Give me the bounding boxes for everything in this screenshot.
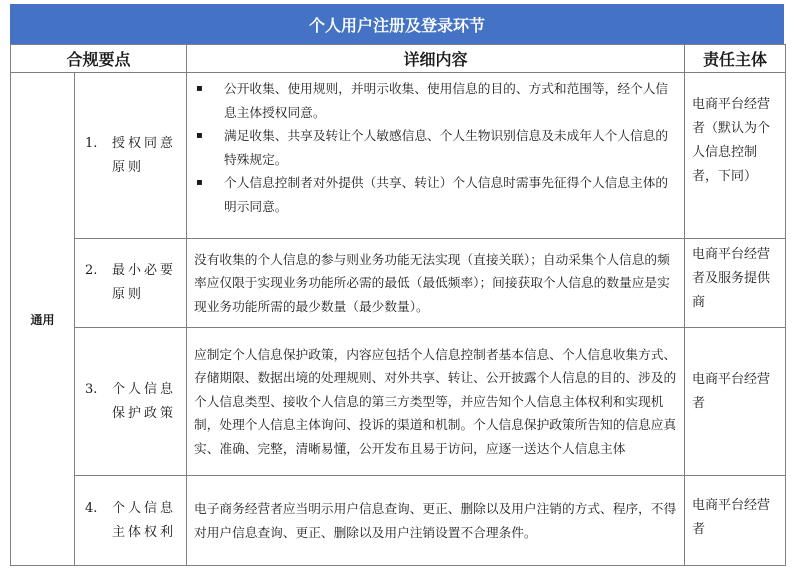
point-text: 最小必要原则	[112, 263, 177, 302]
detail-cell: 应制定个人信息保护政策，内容应包括个人信息控制者基本信息、个人信息收集方式、存储期限、数据出境的处理规则、对外共享、转让、公开披露个人信息的目的、涉及的个人信息类型、接收个人信息的第三方类型等，并应告知个人信息主体权利和实现机制，处理个人信息主体询问、投诉的渠道和机制。个人信息保护政策所告知的信息应真实、准确、完整，清晰易懂，公开发布且易于访问，应逐一送达个人信息主体	[187, 328, 685, 476]
bullet-item: ▪ 满足收集、共享及转让个人敏感信息、个人生物识别信息及未成年人个人信息的特殊规定。	[194, 124, 680, 171]
responsible-cell: 电商平台经营者及服务提供商	[685, 239, 786, 328]
table-row	[11, 73, 786, 239]
point-number: 2.	[85, 263, 98, 278]
bullet-item: ▪ 个人信息控制者对外提供（共享、转让）个人信息时需事先征得个人信息主体的明示同意。	[194, 171, 680, 218]
detail-cell: 没有收集的个人信息的参与则业务功能无法实现（直接关联）；自动采集个人信息的频率应仅限于实现业务功能所必需的最低（最低频率）；间接获取个人信息的数量应是实现业务功能所需的最少数量（最少数量）。	[187, 239, 685, 328]
compliance-point	[75, 239, 187, 328]
point-number: 4.	[85, 500, 98, 516]
table-row	[11, 328, 786, 476]
detail-cell	[187, 73, 685, 239]
compliance-table	[10, 44, 786, 566]
compliance-point	[75, 73, 187, 239]
responsible-cell: 电商平台经营者（默认为个人信息控制者，下同）	[685, 73, 786, 239]
detail-bullet-list	[194, 77, 680, 218]
table-row	[11, 239, 786, 328]
header-responsible: 责任主体	[685, 45, 786, 73]
compliance-point	[75, 328, 187, 476]
page-title: 个人用户注册及登录环节	[10, 4, 784, 44]
compliance-point	[75, 476, 187, 566]
scope-cell: 通用	[11, 73, 75, 566]
header-details: 详细内容	[187, 45, 685, 73]
responsible-cell: 电商平台经营者	[685, 476, 786, 566]
table-header-row	[11, 45, 786, 73]
point-text: 个人信息主体权利	[112, 500, 177, 540]
point-text: 授权同意原则	[112, 135, 177, 175]
detail-cell: 电子商务经营者应当明示用户信息查询、更正、删除以及用户注销的方式、程序，不得对用户信息查询、更正、删除以及用户注销设置不合理条件。	[187, 476, 685, 566]
responsible-cell: 电商平台经营者	[685, 328, 786, 476]
table-row	[11, 476, 786, 566]
point-text: 个人信息保护政策	[112, 381, 177, 421]
header-compliance: 合规要点	[11, 45, 187, 73]
point-number: 1.	[85, 135, 98, 151]
point-number: 3.	[85, 381, 98, 397]
bullet-item: ▪ 公开收集、使用规则，并明示收集、使用信息的目的、方式和范围等，经个人信息主体授权同意。	[194, 77, 680, 124]
